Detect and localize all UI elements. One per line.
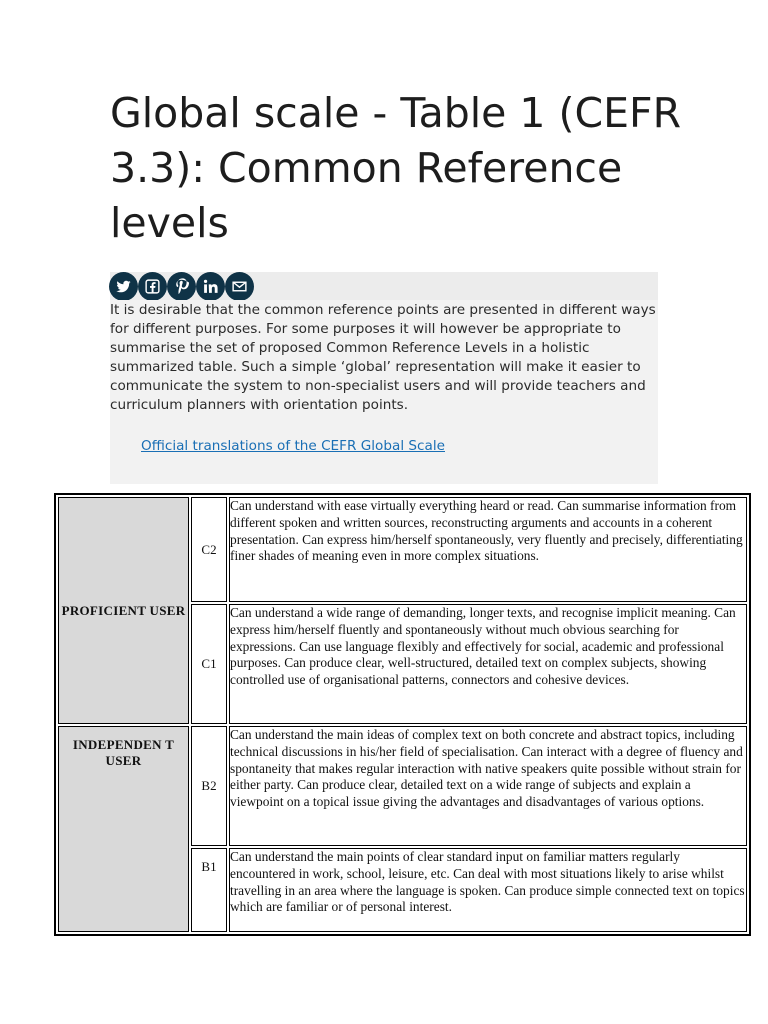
table-row [58, 726, 747, 846]
pinterest-icon[interactable] [167, 272, 196, 301]
description-cell [229, 848, 747, 932]
level-cell: C1 [191, 604, 227, 724]
envelope-icon[interactable] [225, 272, 254, 301]
page-title: Global scale - Table 1 (CEFR 3.3): Common Reference levels [110, 89, 682, 247]
group-cell-proficient: PROFICIENT USER [58, 497, 189, 724]
description-text: Can understand the main points of clear standard input on familiar matters regularly encountered in work, school, leisure, etc. Can deal with most situations likely to arise whilst travelling in an area where the language is spoken. Can produce simple connected text on topics which are familiar or of personal interest. [230, 849, 745, 915]
description-cell: Can understand the main ideas of complex text on both concrete and abstract topics, including technical discussions in his/her field of specialisation. Can interact with a degree of fluency and spontaneity that makes regular interaction with native speakers quite possible without strain for either party. Can produce clear, detailed text on a wide range of subjects and explain a viewpoint on a topical issue giving the advantages and disadvantages of various options. [229, 726, 747, 846]
translations-link[interactable]: Official translations of the CEFR Global Scale [141, 438, 445, 454]
table-row [58, 497, 747, 602]
linkedin-icon[interactable] [196, 272, 225, 301]
intro-text: It is desirable that the common reference points are presented in different ways for different purposes. For some purposes it will however be appropriate to summarise the set of proposed Common Reference Levels in a holistic summarized table. Such a simple ‘global’ representation will make it easier to communicate the system to non-specialist users and will provide teachers and curriculum planners with orientation points. [110, 302, 656, 413]
twitter-icon[interactable] [109, 272, 138, 301]
cefr-global-scale-table [54, 493, 751, 936]
facebook-icon[interactable] [138, 272, 167, 301]
description-cell: Can understand with ease virtually everything heard or read. Can summarise information from different spoken and written sources, reconstructing arguments and accounts in a coherent presentation. Can express him/herself spontaneously, very fluently and precisely, differentiating finer shades of meaning even in more complex situations. [229, 497, 747, 602]
level-cell: C2 [191, 497, 227, 602]
level-cell: B2 [191, 726, 227, 846]
description-cell: Can understand a wide range of demanding, longer texts, and recognise implicit meaning. Can express him/herself fluently and spontaneously without much obvious searching for expressions. Can use language flexibly and effectively for social, academic and professional purposes. Can produce clear, well-structured, detailed text on complex subjects, showing controlled use of organisational patterns, connectors and cohesive devices. [229, 604, 747, 724]
group-cell-independent: INDEPENDEN T USER [58, 726, 189, 932]
level-cell: B1 [191, 848, 227, 932]
